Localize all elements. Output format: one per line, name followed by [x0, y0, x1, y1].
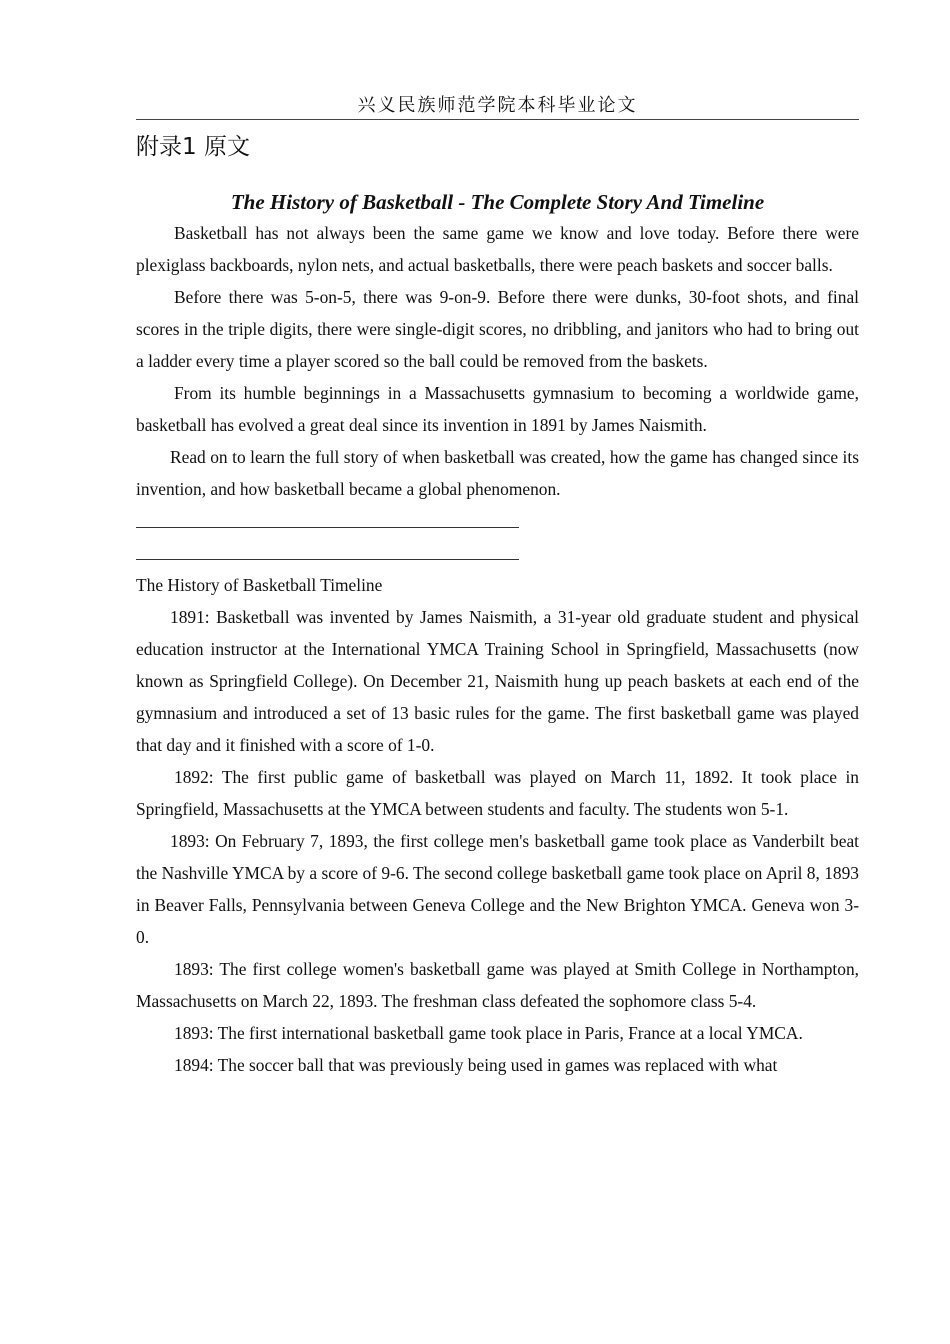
article-body — [136, 217, 859, 1081]
timeline-entry: 1893: On February 7, 1893, the first college men's basketball game took place as Vanderbilt beat the Nashville YMCA by a score of 9-6. The second college basketball game took place on April 8, 1893 in Beaver Falls, Pennsylvania between Geneva College and the New Brighton YMCA. Geneva won 3-0. — [136, 831, 859, 947]
intro-paragraph: Basketball has not always been the same game we know and love today. Before there were plexiglass backboards, nylon nets, and actual basketballs, there were peach baskets and soccer balls. — [136, 223, 859, 275]
timeline-entry: 1893: The first college women's basketball game was played at Smith College in Northampton, Massachusetts on March 22, 1893. The freshman class defeated the sophomore class 5-4. — [136, 959, 859, 1011]
running-header: 兴义民族师范学院本科毕业论文 — [136, 92, 859, 120]
intro-paragraph: Before there was 5-on-5, there was 9-on-9. Before there were dunks, 30-foot shots, and final scores in the triple digits, there were single-digit scores, no dribbling, and janitors who had to bring out a ladder every time a player scored so the ball could be removed from the baskets. — [136, 287, 859, 371]
timeline-entry: 1894: The soccer ball that was previously being used in games was replaced with what — [174, 1055, 778, 1075]
timeline-heading: The History of Basketball Timeline — [136, 575, 383, 595]
timeline-entry: 1892: The first public game of basketball was played on March 11, 1892. It took place in Springfield, Massachusetts at the YMCA between students and faculty. The students won 5-1. — [136, 767, 859, 819]
article-title: The History of Basketball - The Complete Story And Timeline — [230, 190, 765, 214]
appendix-title: 附录1 原文 — [136, 134, 250, 160]
separator-line — [136, 505, 859, 537]
intro-paragraph: Read on to learn the full story of when basketball was created, how the game has changed since its invention, and how basketball became a global phenomenon. — [136, 447, 859, 499]
timeline-entry: 1891: Basketball was invented by James Naismith, a 31-year old graduate student and physical education instructor at the International YMCA Training School in Springfield, Massachusetts (now known as Springfield College). On December 21, Naismith hung up peach baskets at each end of the gymnasium and introduced a set of 13 basic rules for the game. The first basketball game was played that day and it finished with a score of 1-0. — [136, 607, 859, 755]
timeline-entry: 1893: The first international basketball game took place in Paris, France at a local YMCA. — [174, 1023, 803, 1043]
intro-paragraph: From its humble beginnings in a Massachusetts gymnasium to becoming a worldwide game, basketball has evolved a great deal since its invention in 1891 by James Naismith. — [136, 383, 859, 435]
separator-line — [136, 537, 859, 569]
